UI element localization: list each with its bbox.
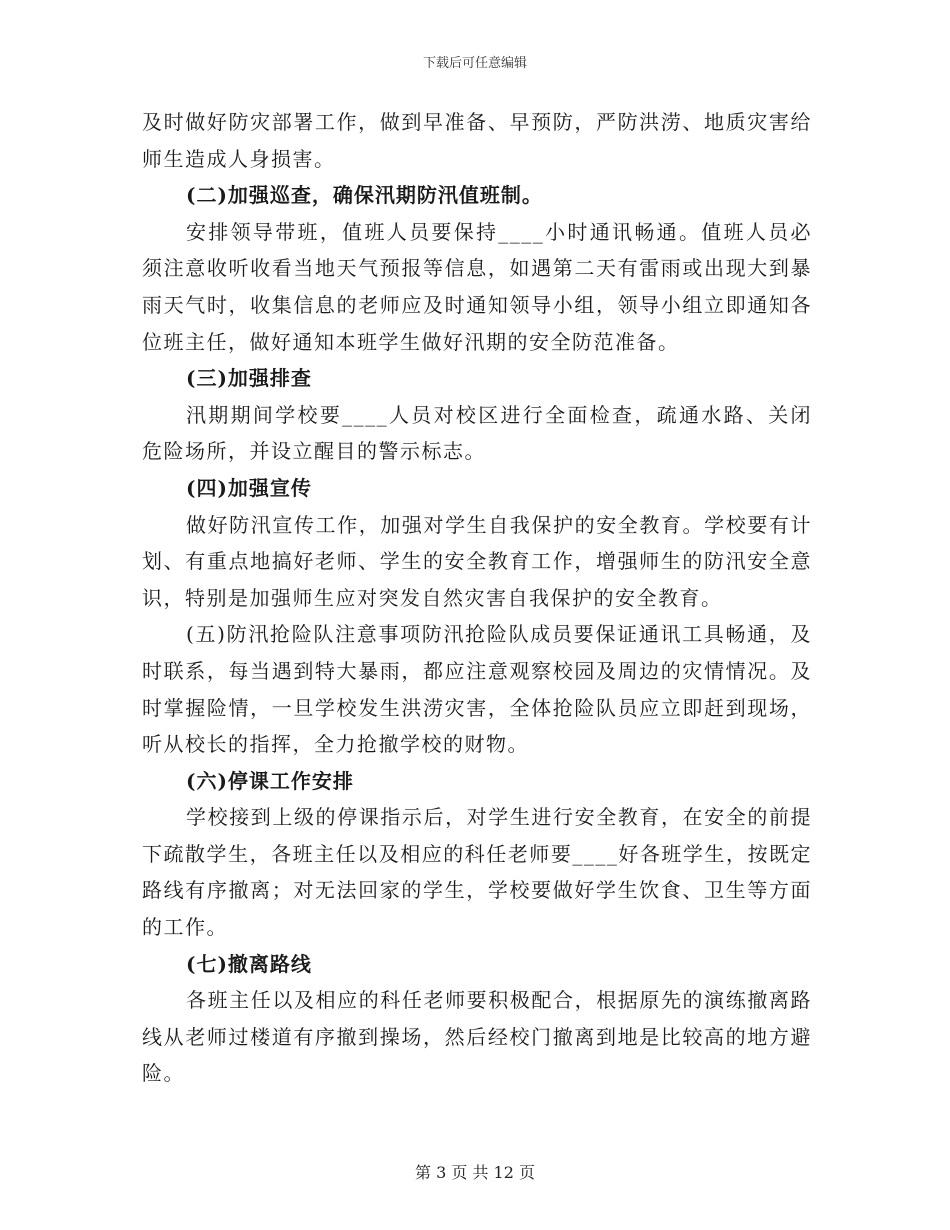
header-note: 下载后可任意编辑 [422, 56, 527, 71]
section-heading-3: (三)加强排查 [186, 366, 312, 391]
paragraph-4: 做好防汛宣传工作，加强对学生自我保护的安全教育。学校要有计划、有重点地搞好老师、学生的安全教育工作，增强师生的防汛安全意识，特别是加强师生应对突发自然灾害自我保护的安全教育。 [142, 512, 812, 610]
section-heading-2: (二)加强巡查，确保汛期防汛值班制。 [186, 183, 543, 208]
paragraph-7: 各班主任以及相应的科任老师要积极配合，根据原先的演练撤离路线从老师过楼道有序撤到操场，然后经校门撤离到地是比较高的地方避险。 [142, 988, 812, 1086]
document-body [142, 104, 812, 1092]
section-heading-6: (六)停课工作安排 [186, 768, 354, 793]
paragraph-6: 学校接到上级的停课指示后，对学生进行安全教育，在安全的前提下疏散学生，各班主任以及相应的科任老师要____好各班学生，按既定路线有序撤离；对无法回家的学生，学校要做好学生饮食、卫生等方面的工作。 [142, 805, 812, 940]
paragraph-2: 安排领导带班，值班人员要保持____小时通讯畅通。值班人员必须注意收听收看当地天气预报等信息，如遇第二天有雷雨或出现大到暴雨天气时，收集信息的老师应及时通知领导小组，领导小组立即通知各位班主任，做好通知本班学生做好汛期的安全防范准备。 [142, 219, 812, 354]
section-heading-7: (七)撤离路线 [186, 951, 312, 976]
section-heading-4: (四)加强宣传 [186, 475, 312, 500]
paragraph-3: 汛期期间学校要____人员对校区进行全面检查，疏通水路、关闭危险场所，并设立醒目的警示标志。 [142, 402, 812, 464]
page-number-footer: 第 3 页 共 12 页 [415, 1163, 535, 1182]
paragraph-1: 及时做好防灾部署工作，做到早准备、早预防，严防洪涝、地质灾害给师生造成人身损害。 [142, 110, 812, 171]
paragraph-5: (五)防汛抢险队注意事项防汛抢险队成员要保证通讯工具畅通，及时联系，每当遇到特大暴雨，都应注意观察校园及周边的灾情情况。及时掌握险情，一旦学校发生洪涝灾害，全体抢险队员应立即赶到现场，听从校长的指挥，全力抢撤学校的财物。 [142, 622, 812, 757]
